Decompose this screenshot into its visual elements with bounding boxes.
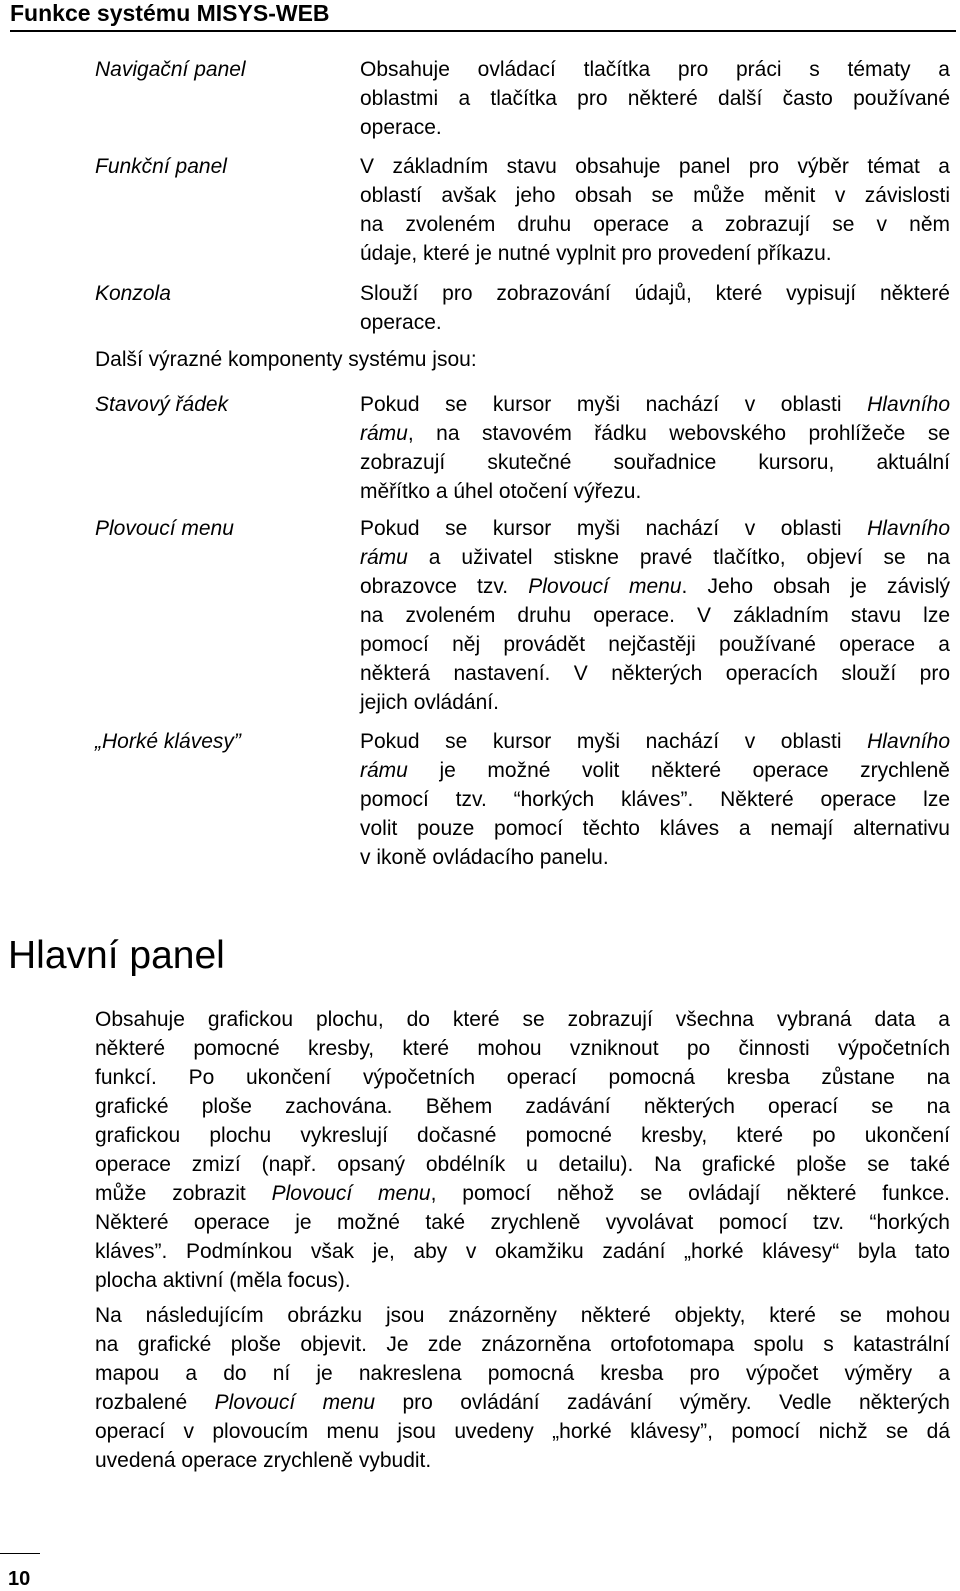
text-run-italic: Plovoucí menu [271,1182,431,1205]
component-text [360,390,950,506]
text-run-italic: Hlavního [867,730,950,753]
text-run: rozbalené [95,1391,215,1414]
text-run: operací v plovoucím menu jsou uvedeny „horké klávesy”, pomocí nichž se dá [95,1420,950,1443]
definition-term: Funkční panel [95,155,227,178]
text-run-italic: Plovoucí menu [528,575,682,598]
text-run: Pokud se kursor myši nachází v oblasti [360,517,868,540]
component-term: „Horké klávesy” [95,730,241,753]
text-run: na grafické ploše objevit. Je zde znázorněna ortofotomapa spolu s katastrální [95,1333,950,1356]
text-line: Slouží pro zobrazování údajů, které vypisují některé [360,282,950,305]
text-run-italic: rámu [360,546,408,569]
text-run: , na stavovém řádku webovského prohlížeče se [407,422,950,445]
text-line: na zvoleném druhu operace a zobrazují se v něm [360,213,950,236]
section-heading: Hlavní panel [8,934,225,977]
text-line: V základním stavu obsahuje panel pro výběr témat a [360,155,950,178]
text-run: grafické ploše zachována. Během zadávání některých operací se na [95,1095,950,1118]
text-run: je možné volit některé operace zrychleně [407,759,950,782]
text-line: operace. [360,116,442,139]
text-run: a uživatel stiskne pravé tlačítko, objeví se na [407,546,950,569]
text-run: uvedená operace zrychleně vybudit. [95,1449,432,1472]
text-run: funkcí. Po ukončení výpočetních operací pomocná kresba zůstane na [95,1066,950,1089]
text-run: volit pouze pomocí těchto kláves a nemají alternativu [360,817,950,840]
text-run: některé pomocné kresby, které mohou vzniknout po činnosti výpočetních [95,1037,950,1060]
text-run: na zvoleném druhu operace. V základním stavu lze [360,604,950,627]
text-run-italic: Hlavního [867,393,950,416]
footer-rule [0,1553,40,1554]
definition-text [360,55,950,142]
page-header [10,0,956,32]
text-run: obrazovce tzv. [360,575,529,598]
text-run: některá nastavení. V některých operacích slouží pro [360,662,950,685]
text-run: mapou a do ní je nakreslena pomocná kresba pro výpočet výměry a [95,1362,950,1385]
text-run: . Jeho obsah je závislý [681,575,950,598]
definition-text [360,279,950,337]
paragraph [95,1301,950,1475]
text-line: oblastmi a tlačítka pro některé další často používané [360,87,950,110]
text-run: pro ovládání zadávání výměry. Vedle některých [375,1391,950,1414]
text-run: Pokud se kursor myši nachází v oblasti [360,393,868,416]
text-run-italic: rámu [360,422,408,445]
definition-term: Konzola [95,282,171,305]
text-run-italic: rámu [360,759,408,782]
component-term: Plovoucí menu [95,517,234,540]
definition-text [360,152,950,268]
header-title: Funkce systému MISYS-WEB [10,0,330,26]
text-run-italic: Plovoucí menu [214,1391,376,1414]
page-number: 10 [8,1568,31,1590]
component-text [360,727,950,872]
text-run: operace zmizí (např. opsaný obdélník u detailu). Na grafické ploše se také [95,1153,950,1176]
text-line: údaje, které je nutné vyplnit pro provedení příkazu. [360,242,832,265]
text-run: Některé operace je možné také zrychleně vyvolávat pomocí tzv. “horkých [95,1211,950,1234]
text-run: může zobrazit [95,1182,272,1205]
paragraph [95,1005,950,1295]
component-term: Stavový řádek [95,393,229,416]
text-run: v ikoně ovládacího panelu. [360,846,609,869]
text-run: Pokud se kursor myši nachází v oblasti [360,730,868,753]
text-run: kláves”. Podmínkou však je, aby v okamžiku zadání „horké klávesy“ byla tato [95,1240,950,1263]
text-run: jejich ovládání. [360,691,499,714]
definition-term: Navigační panel [95,58,246,81]
text-run: plocha aktivní (měla focus). [95,1269,351,1292]
text-line: operace. [360,311,442,334]
text-run: Obsahuje grafickou plochu, do které se zobrazují všechna vybraná data a [95,1008,950,1031]
text-run: pomocí něj provádět nejčastěji používané operace a [360,633,950,656]
text-run: pomocí tzv. “horkých kláves”. Některé operace lze [360,788,950,811]
text-line: oblastí avšak jeho obsah se může měnit v závislosti [360,184,950,207]
text-run: měřítko a úhel otočení výřezu. [360,480,642,503]
text-run-italic: Hlavního [867,517,950,540]
sub-heading: Další výrazné komponenty systému jsou: [95,348,477,371]
text-line: Obsahuje ovládací tlačítka pro práci s tématy a [360,58,950,81]
text-run: Na následujícím obrázku jsou znázorněny některé objekty, které se mohou [95,1304,950,1327]
text-run: zobrazují skutečné souřadnice kursoru, aktuální [360,451,950,474]
text-run: grafickou plochu vykreslují dočasné pomocné kresby, které po ukončení [95,1124,950,1147]
text-run: , pomocí něhož se ovládají některé funkce. [430,1182,950,1205]
component-text [360,514,950,717]
